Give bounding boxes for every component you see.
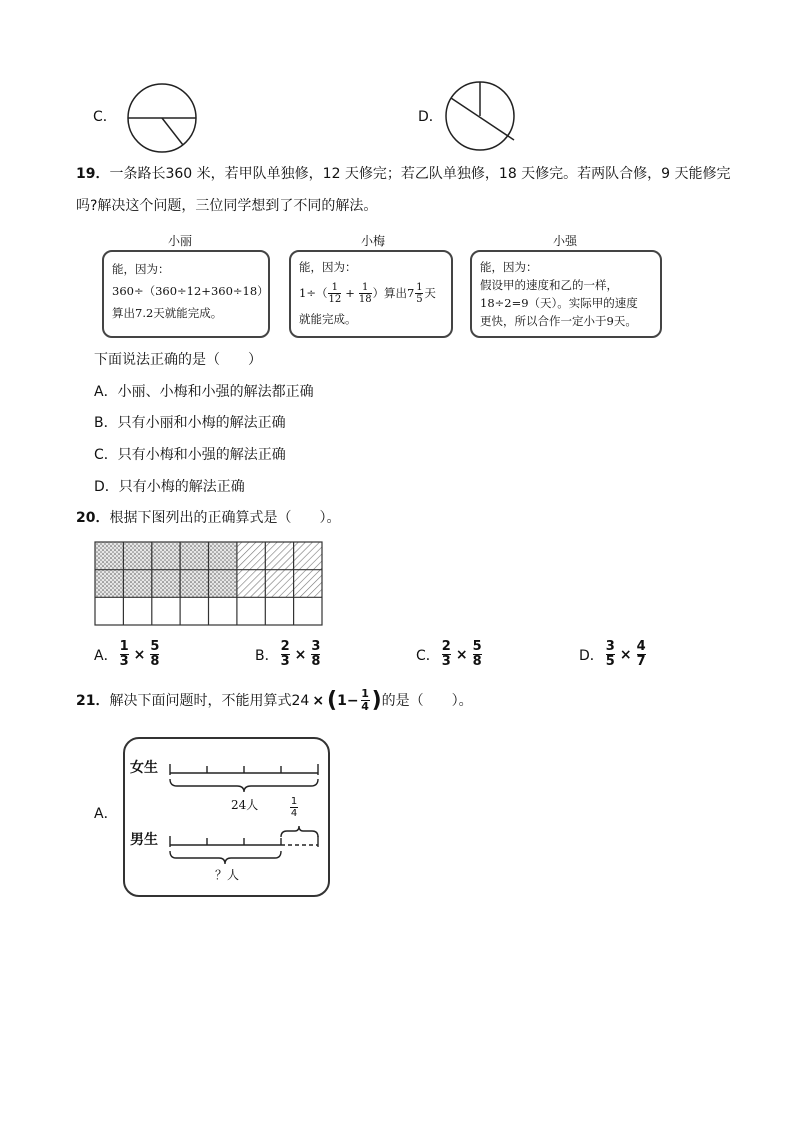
xiaomei-name: 小梅: [361, 234, 386, 248]
frac-den: 7: [636, 654, 646, 669]
fraction: [281, 640, 290, 669]
frac-den: 5: [416, 293, 423, 305]
frac-num: 1: [362, 281, 369, 293]
circle-radius: [162, 118, 183, 145]
frac-num: 1: [331, 281, 338, 293]
frac-num: 1: [290, 796, 298, 807]
q21-option-a-label[interactable]: A．: [94, 806, 118, 822]
q21-option-a-diagram: [123, 737, 330, 897]
fraction-1-12: [328, 282, 341, 305]
xiaomei-plus: +: [345, 286, 355, 300]
xiaomei-suffix: ）算出7: [372, 286, 415, 300]
xiaomei-line3: 就能完成。: [299, 312, 357, 326]
q21-fraction: [361, 688, 370, 713]
frac-num: 5: [150, 639, 160, 654]
q21-paren-close: ): [371, 687, 382, 713]
frac-den: 3: [119, 654, 129, 669]
circle-chord: [451, 98, 514, 140]
xiaoqiang-line1: 能，因为：: [480, 260, 538, 274]
q21-times: ×: [312, 692, 325, 709]
xiaomei-prefix: 1÷（: [299, 286, 328, 300]
q18-option-c-label[interactable]: C．: [93, 109, 117, 125]
xiaomei-solution-box: [289, 250, 453, 338]
times-sign: ×: [619, 646, 632, 663]
option-letter: B．: [255, 647, 279, 664]
q20-number: 20．: [76, 510, 110, 526]
frac-num: 3: [311, 639, 321, 654]
frac-num: 1: [361, 687, 369, 700]
frac-num: 5: [472, 639, 482, 654]
times-sign: ×: [133, 646, 146, 663]
xiaoli-line3: 算出7.2天就能完成。: [112, 306, 223, 320]
boys-brace: [170, 851, 281, 864]
fraction: [150, 640, 159, 669]
q20-option-d[interactable]: [579, 640, 648, 669]
fraction: [442, 640, 451, 669]
xiaomei-line1: 能，因为：: [299, 260, 357, 274]
xiaoli-solution-box: [102, 250, 270, 338]
frac-den: 4: [290, 808, 298, 819]
fraction-1-18: [359, 282, 372, 305]
times-sign: ×: [294, 646, 307, 663]
frac-den: 3: [441, 654, 451, 669]
q21-paren-open: (: [327, 687, 338, 713]
option-letter: D．: [579, 647, 604, 664]
q19-option-b[interactable]: B．只有小丽和小梅的解法正确: [94, 415, 286, 431]
xiaoli-line1: 能，因为：: [112, 262, 170, 276]
q21-one-minus: 1−: [337, 692, 359, 709]
fraction: [637, 640, 646, 669]
frac-den: 5: [605, 654, 615, 669]
fraction: [606, 640, 615, 669]
q19-option-c[interactable]: C．只有小梅和小强的解法正确: [94, 447, 286, 463]
frac-den: 12: [328, 293, 342, 305]
q19-option-d[interactable]: D．只有小梅的解法正确: [94, 479, 245, 495]
q18-option-c-circle: [126, 82, 200, 154]
q20-option-a[interactable]: [94, 640, 161, 669]
q19-option-a[interactable]: A．小丽、小梅和小强的解法都正确: [94, 384, 314, 400]
option-letter: A．: [94, 647, 118, 664]
q18-option-d-circle: [443, 80, 517, 152]
girls-label: 女生: [130, 760, 158, 776]
xiaoli-name: 小丽: [168, 234, 193, 248]
option-letter: C．: [416, 647, 440, 664]
q19-text-line1: 一条路长360 米，若甲队单独修，12 天修完；若乙队单独修，18 天修完。若两队合修，9 天能修完: [109, 166, 731, 182]
q20-option-c[interactable]: [416, 640, 484, 669]
q19-question: 下面说法正确的是（ ）: [94, 352, 262, 368]
q21-number: 21．: [76, 692, 110, 709]
girls-brace: [170, 779, 318, 792]
q20-option-b[interactable]: [255, 640, 322, 669]
q20-line: [76, 508, 340, 528]
q21-text-before: 解决下面问题时，不能用算式24: [109, 692, 310, 709]
frac-num: 4: [636, 639, 646, 654]
q19-number: 19．: [76, 166, 110, 182]
quarter-fraction: [289, 796, 299, 819]
frac-den: 18: [358, 293, 372, 305]
frac-den: 8: [472, 654, 482, 669]
xiaoqiang-line4: 更快，所以合作一定小于9天。: [480, 314, 637, 328]
xiaoqiang-line2: 假设甲的速度和乙的一样，: [480, 278, 618, 292]
q19-text-line2: 吗?解决这个问题，三位同学想到了不同的解法。: [76, 198, 378, 214]
xiaoqiang-name: 小强: [553, 234, 578, 248]
fraction: [311, 640, 320, 669]
q20-grid-figure: [94, 541, 324, 627]
q20-text: 根据下图列出的正确算式是（ ）。: [109, 510, 341, 526]
fraction: [120, 640, 129, 669]
xiaomei-tail: 天: [424, 286, 436, 300]
times-sign: ×: [455, 646, 468, 663]
frac-num: 1: [119, 639, 129, 654]
boys-count: ？人: [215, 868, 240, 882]
xiaoqiang-line3: 18÷2=9（天）。实际甲的速度: [480, 296, 638, 310]
girls-count: 24人: [231, 798, 259, 812]
frac-den: 8: [150, 654, 160, 669]
q18-option-d-label[interactable]: D．: [418, 109, 443, 125]
q19-line1: [76, 164, 731, 184]
xiaoqiang-solution-box: [470, 250, 662, 338]
xiaomei-formula: [299, 278, 443, 308]
frac-den: 3: [280, 654, 290, 669]
frac-num: 2: [280, 639, 290, 654]
frac-den: 4: [361, 700, 369, 713]
frac-num: 3: [605, 639, 615, 654]
boys-label: 男生: [130, 832, 158, 848]
q21-line: [76, 688, 473, 713]
frac-num: 1: [416, 281, 423, 293]
fraction: [473, 640, 482, 669]
xiaoli-line2: 360÷（360÷12+360÷18）: [112, 284, 269, 298]
frac-num: 2: [441, 639, 451, 654]
frac-den: 8: [311, 654, 321, 669]
fraction-1-5: [415, 282, 423, 305]
q21-text-after: 的是（ ）。: [381, 692, 473, 709]
quarter-brace: [281, 826, 318, 837]
